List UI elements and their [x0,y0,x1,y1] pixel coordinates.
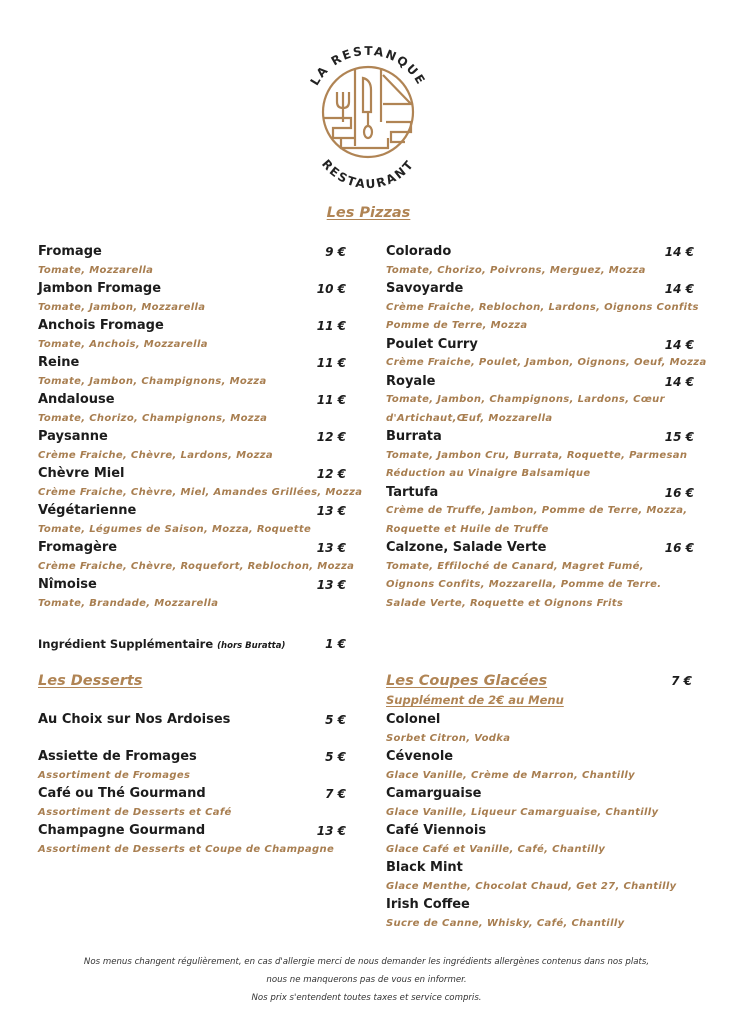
item-name: Black Mint [386,860,463,875]
menu-item [38,391,346,428]
menu-item [386,859,694,896]
menu-item [38,502,346,539]
pizzas-heading: Les Pizzas [326,205,411,221]
item-description: Crème Fraiche, Reblochon, Lardons, Oignons Confits [386,301,699,313]
item-price: 11 € [316,393,346,407]
item-description: Oignons Confits, Mozzarella, Pomme de Terre. [386,579,662,590]
item-price: 16 € [664,485,694,500]
item-description: Tomate, Jambon Cru, Burrata, Roquette, Parmesan [386,449,688,461]
item-name: Camarguaise [386,786,482,801]
menu-item [386,280,699,336]
menu-item [38,785,346,822]
item-price: 13 € [316,504,346,518]
footer-allergy-note: Nos menus changent régulièrement, en cas d'allergie merci de nous demander les ingrédients allergènes contenus dans nos plats, [83,957,650,967]
item-description: d'Artichaut,Œuf, Mozzarella [386,412,553,424]
item-name: Fromagère [38,540,118,555]
item-name: Anchois Fromage [38,318,164,333]
svg-text:RESTAURANT: RESTAURANT [318,156,418,192]
item-description: Assortiment de Desserts et Coupe de Champagne [38,843,335,855]
menu-item [386,748,694,785]
item-description [38,730,346,749]
menu-item [38,317,346,354]
item-name: Irish Coffee [386,897,470,912]
menu-item [386,484,694,540]
item-price: 14 € [664,282,694,296]
item-name: Colonel [386,712,441,727]
item-price: 11 € [316,356,346,370]
menu-item [386,896,694,933]
item-description: Tomate, Légumes de Saison, Mozza, Roquette [38,523,312,535]
item-name: Café Viennois [386,823,487,838]
item-description: Roquette et Huile de Truffe [386,523,549,535]
item-description: Glace Menthe, Chocolat Chaud, Get 27, Chantilly [386,880,677,892]
item-price: 5 € [325,713,346,727]
item-description: Tomate, Anchois, Mozzarella [38,338,208,350]
menu-item [38,711,346,748]
extra-ingredient-price: 1 € [325,637,346,651]
item-price: 12 € [316,467,346,481]
restaurant-logo [293,40,443,200]
item-name: Burrata [386,429,442,444]
item-description: Glace Vanille, Liqueur Camarguaise, Chantilly [386,806,659,818]
extra-ingredient [38,635,346,654]
item-name: Poulet Curry [386,336,478,352]
desserts-column [38,711,346,859]
item-description: Crème Fraiche, Chèvre, Miel, Amandes Grillées, Mozza [38,486,363,498]
item-price: 5 € [325,750,346,764]
item-price: 14 € [664,245,694,259]
item-name: Reine [38,355,80,370]
item-name: Paysanne [38,429,108,444]
item-name: Assiette de Fromages [38,749,197,764]
menu-item [386,243,694,280]
item-name: Royale [386,373,436,389]
menu-item [38,428,346,465]
item-name: Jambon Fromage [38,281,162,296]
item-price: 16 € [664,541,694,555]
menu-item [386,822,694,859]
item-description: Tomate, Effiloché de Canard, Magret Fumé, [386,560,644,572]
item-description: Tomate, Jambon, Mozzarella [38,301,206,313]
item-description: Pomme de Terre, Mozza [386,320,528,331]
item-description: Tomate, Chorizo, Poivrons, Merguez, Mozza [386,264,646,276]
item-description: Crème Fraiche, Poulet, Jambon, Oignons, Oeuf, Mozza [386,357,707,368]
item-description: Tomate, Chorizo, Champignons, Mozza [38,412,268,424]
item-description: Tomate, Jambon, Champignons, Lardons, Cœur [386,394,665,405]
item-description: Glace Café et Vanille, Café, Chantilly [386,843,606,855]
item-name: Café ou Thé Gourmand [38,786,206,801]
item-description: Tomate, Jambon, Champignons, Mozza [38,375,267,387]
coupes-column [386,711,694,933]
menu-item [386,373,694,429]
menu-item [38,465,363,502]
item-description: Réduction au Vinaigre Balsamique [386,468,591,479]
menu-item [38,576,346,613]
item-name: Au Choix sur Nos Ardoises [38,712,231,727]
menu-item [38,748,346,785]
pizzas-right-column [386,243,707,613]
item-description: Crème de Truffe, Jambon, Pomme de Terre, Mozza, [386,505,688,516]
item-description: Sorbet Citron, Vodka [386,732,511,744]
item-price: 13 € [316,578,346,592]
item-description: Glace Vanille, Crème de Marron, Chantilly [386,769,635,781]
menu-item [386,711,694,748]
item-description: Tomate, Brandade, Mozzarella [38,597,219,609]
menu-item [386,539,694,613]
item-price: 14 € [664,374,694,389]
item-name: Andalouse [38,392,115,407]
svg-text:LA RESTANQUE: LA RESTANQUE [307,43,429,88]
item-name: Champagne Gourmand [38,823,206,838]
extra-ingredient-name: Ingrédient Supplémentaire [38,637,214,651]
coupes-subtitle: Supplément de 2€ au Menu [386,693,564,707]
menu-item [38,354,346,391]
menu-item [386,785,694,822]
item-price: 10 € [316,282,346,296]
item-price: 9 € [325,245,346,259]
extra-ingredient-note: (hors Buratta) [217,641,286,651]
item-name: Savoyarde [386,281,464,296]
menu-item [386,428,694,484]
item-name: Calzone, Salade Verte [386,540,547,555]
item-description: Sucre de Canne, Whisky, Café, Chantilly [386,917,625,929]
footer-inform-note: nous ne manquerons pas de vous en informer. [266,975,467,985]
item-price: 13 € [316,541,346,555]
item-name: Colorado [386,244,452,259]
menu-item [38,243,346,280]
item-name: Tartufa [386,484,439,500]
pizzas-left-column [38,243,363,613]
coupes-price: 7 € [671,674,692,688]
item-description: Tomate, Mozzarella [38,264,154,276]
item-price: 15 € [664,430,694,444]
item-name: Cévenole [386,749,454,764]
item-description: Assortiment de Desserts et Café [38,806,232,818]
item-price: 7 € [325,787,346,801]
menu-item [38,539,355,576]
item-price: 11 € [316,319,346,333]
item-description: Salade Verte, Roquette et Oignons Frits [386,597,624,609]
menu-item [38,822,346,859]
menu-item [38,280,346,317]
footer-price-note: Nos prix s'entendent toutes taxes et service compris. [251,993,482,1003]
item-description: Assortiment de Fromages [38,769,191,781]
item-price: 13 € [316,824,346,838]
item-name: Fromage [38,244,102,259]
item-price: 14 € [664,337,694,352]
item-name: Chèvre Miel [38,466,125,481]
item-name: Nîmoise [38,577,97,592]
item-name: Végétarienne [38,503,137,518]
coupes-heading: Les Coupes Glacées [386,673,548,689]
item-price: 12 € [316,430,346,444]
item-description: Crème Fraiche, Chèvre, Roquefort, Reblochon, Mozza [38,560,355,572]
menu-item [386,336,707,373]
desserts-heading: Les Desserts [38,673,143,689]
item-description: Crème Fraiche, Chèvre, Lardons, Mozza [38,449,274,461]
